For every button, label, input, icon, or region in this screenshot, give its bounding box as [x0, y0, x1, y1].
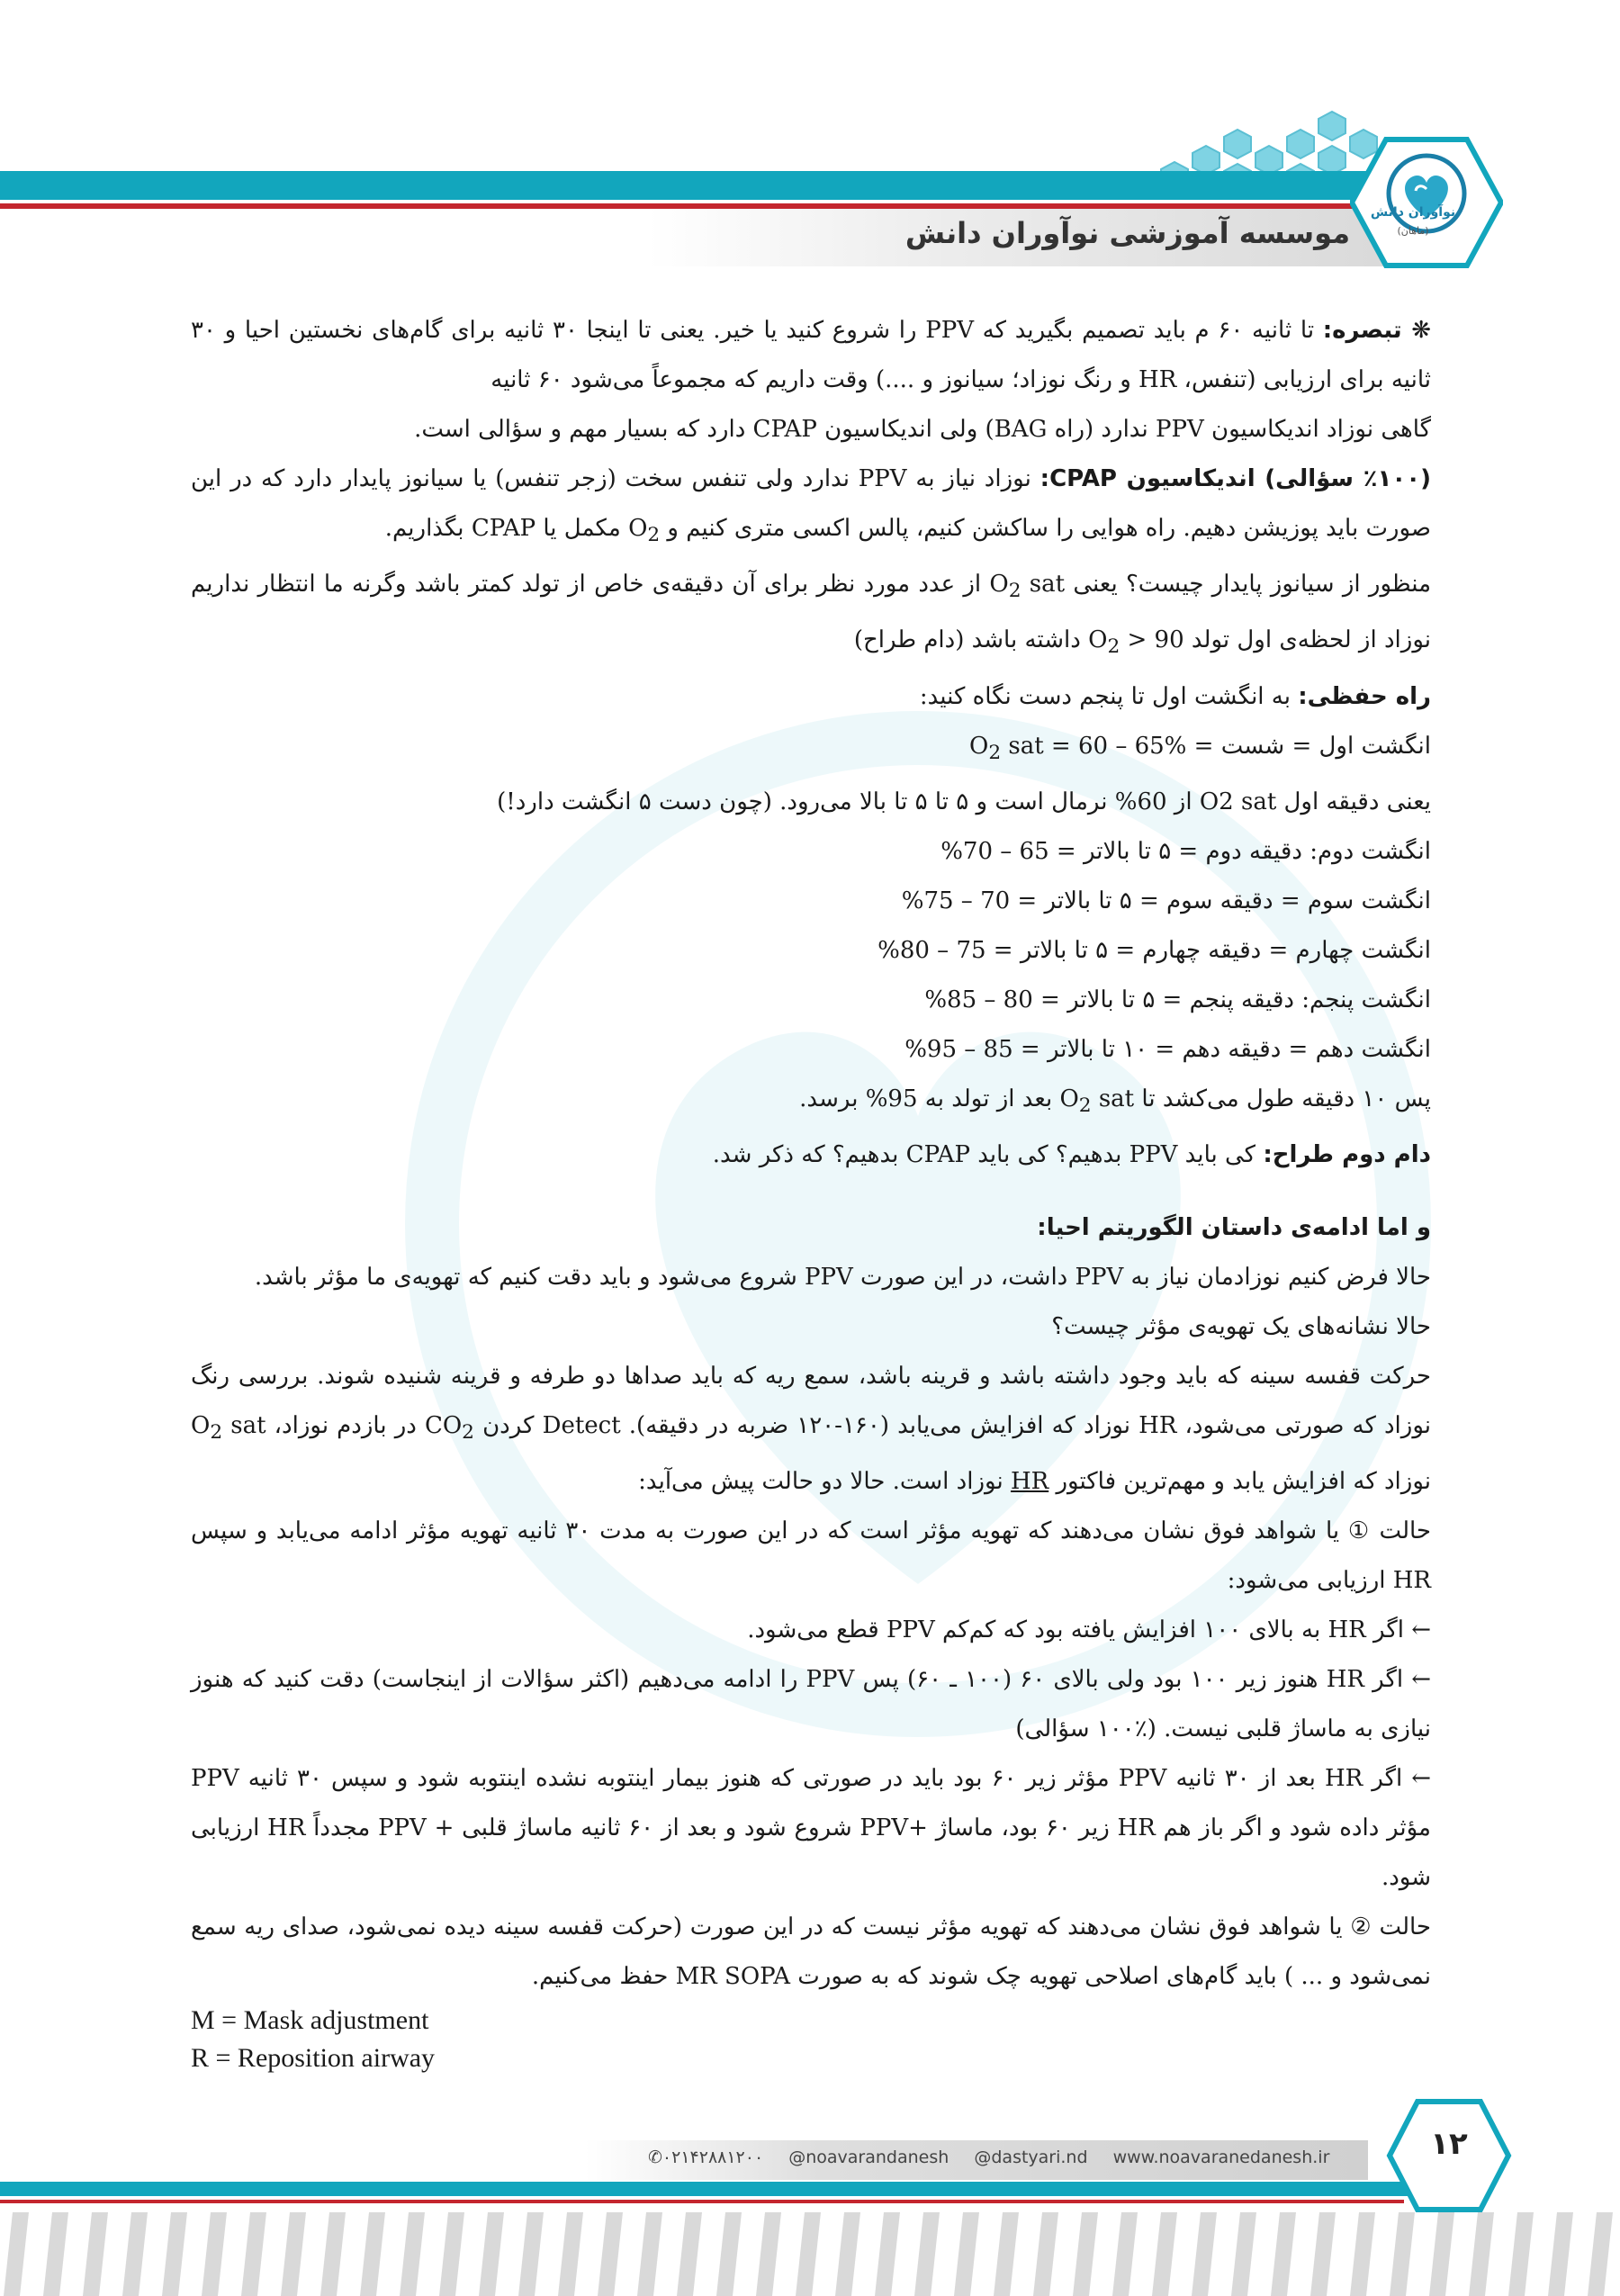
stripe	[43, 2212, 68, 2296]
state-1-paragraph: حالت ① یا شواهد فوق نشان می‌دهند که تهویه مؤثر است که در این صورت به مدت ۳۰ ثانیه تهویه مؤثر ادامه می‌یابد و سپس HR ارزیابی می‌شود:	[191, 1517, 1431, 1595]
stripe	[716, 2212, 742, 2296]
stripe	[835, 2212, 860, 2296]
mr-sopa-m-line: M = Mask adjustment	[191, 2005, 429, 2036]
finger-1-line: انگشت اول = شست = $O_2$ sat = 60 – 65%	[968, 732, 1431, 764]
effective-ventilation-question: حالا نشانه‌های یک تهویه‌ی مؤثر چیست؟	[1051, 1312, 1431, 1340]
footer-stripes	[0, 2212, 1620, 2296]
footer-telegram[interactable]: @noavarandanesh	[788, 2147, 950, 2167]
stripe	[1192, 2212, 1217, 2296]
stripe	[320, 2212, 346, 2296]
stripe	[1271, 2212, 1296, 2296]
stripe	[1508, 2212, 1534, 2296]
state-2-paragraph: حالت ② یا شواهد فوق نشان می‌دهند که تهویه مؤثر نیست که در این صورت (حرکت قفسه سینه دیده نمی‌شود، صدای ریه سمع نمی‌شود و ... ) باید گام‌های اصلاحی تهویه چک شوند که به صورت MR SOPA حفظ می‌کنیم.	[191, 1913, 1431, 1991]
hr-above-100-line: ← اگر HR به بالای ۱۰۰ افزایش یافته بود که کم‌کم PPV قطع می‌شود.	[747, 1616, 1431, 1644]
stripe	[122, 2212, 148, 2296]
stripe	[202, 2212, 227, 2296]
finger-2-line: انگشت دوم: دقیقه دوم = ۵ تا بالاتر = 65 – 70%	[940, 837, 1431, 865]
stripe	[83, 2212, 108, 2296]
institute-name: موسسه آموزشی نوآوران دانش	[904, 216, 1350, 250]
o2-sat-summary-line: پس ۱۰ دقیقه طول می‌کشد تا $O_2$ sat بعد از تولد به 95% برسد.	[799, 1085, 1431, 1117]
stripe	[994, 2212, 1019, 2296]
stripe	[439, 2212, 464, 2296]
finger-3-line: انگشت سوم = دقیقه سوم = ۵ تا بالاتر = 70 – 75%	[901, 887, 1431, 914]
stripe	[1429, 2212, 1454, 2296]
persistent-cyanosis-paragraph: منظور از سیانوز پایدار چیست؟ یعنی $O_2$ sat از عدد مورد نظر برای آن دقیقه‌ی خاص از تولد کمتر باشد وگرنه ما انتظار نداریم نوزاد از لحظه‌ی اول تولد $O_2 > 90$ داشته باشد (دام طراح)	[191, 571, 1431, 659]
stripe	[637, 2212, 662, 2296]
stripe	[1310, 2212, 1336, 2296]
cpap-intro-paragraph: گاهی نوزاد اندیکاسیون PPV ندارد (راه BAG) ولی اندیکاسیون CPAP دارد که بسیار مهم و سؤالی است.	[414, 416, 1431, 443]
stripe	[796, 2212, 821, 2296]
finger-4-line: انگشت چهارم = دقیقه چهارم = ۵ تا بالاتر = 75 – 80%	[878, 936, 1431, 964]
finger-5-line: انگشت پنجم: دقیقه پنجم = ۵ تا بالاتر = 80 – 85%	[924, 986, 1431, 1013]
cpap-indication-paragraph: (٪۱۰۰ سؤالی) اندیکاسیون CPAP: نوزاد نیاز به PPV ندارد ولی تنفس سخت (زجر تنفس) یا سیانوز پایدار دارد که در این صورت باید پوزیشن دهیم. راه هوایی را ساکشن کنیم، پالس اکسی متری کنیم و $O_2$ مکمل یا CPAP بگذاریم.	[191, 465, 1431, 547]
stripe	[162, 2212, 187, 2296]
stripe	[281, 2212, 306, 2296]
stripe	[400, 2212, 425, 2296]
footer-instagram[interactable]: @dastyari.nd	[974, 2147, 1088, 2167]
header-teal-band	[0, 171, 1449, 200]
note-paragraph: ❋ تبصره: تا ثانیه ۶۰ م باید تصمیم بگیرید که PPV را شروع کنید یا خیر. یعنی تا اینجا ۳۰ ثانیه برای گام‌های نخستین احیا و ۳۰ ثانیه برای ارزیابی (تنفس، HR و رنگ نوزاد؛ سیانوز و ....) وقت داریم که مجموعاً می‌شود ۶۰ ثانیه	[191, 317, 1431, 393]
mnemonic-heading: راه حفظی: به انگشت اول تا پنجم دست نگاه کنید:	[919, 682, 1431, 710]
footer-contacts	[648, 2147, 1350, 2167]
stripe	[518, 2212, 544, 2296]
stripe	[677, 2212, 702, 2296]
stripe	[1152, 2212, 1177, 2296]
stripe	[914, 2212, 940, 2296]
mr-sopa-r-line: R = Reposition airway	[191, 2043, 436, 2074]
stripe	[1073, 2212, 1098, 2296]
stripe	[1548, 2212, 1573, 2296]
logo-subtext: (ماهان)	[1397, 225, 1429, 237]
footer-red-line	[0, 2200, 1404, 2203]
hr-60-100-paragraph: ← اگر HR هنوز زیر ۱۰۰ بود ولی بالای ۶۰ (۱۰۰ ـ ۶۰) پس PPV را ادامه می‌دهیم (اکثر سؤالات از اینجاست) دقت کنید که هنوز نیازی به ماساژ قلبی نیست. (٪۱۰۰ سؤالی)	[191, 1666, 1431, 1743]
footer-website[interactable]: www.noavaranedanesh.ir	[1112, 2147, 1330, 2167]
algorithm-heading: و اما ادامه‌ی داستان الگوریتم احیا:	[1037, 1213, 1431, 1241]
stripe	[479, 2212, 504, 2296]
logo-text: نوآوران دانش	[1370, 205, 1456, 220]
minute-1-line: یعنی دقیقه اول O2 sat از 60% نرمال است و ۵ تا ۵ تا بالا می‌رود. (چون دست ۵ انگشت دارد!)	[497, 788, 1431, 815]
stripe	[954, 2212, 979, 2296]
footer-teal-band	[0, 2182, 1440, 2196]
hr-below-60-paragraph: ← اگر HR بعد از ۳۰ ثانیه PPV مؤثر زیر ۶۰ بود باید در صورتی که هنوز بیمار اینتوبه نشده اینتوبه شود و سپس ۳۰ ثانیه PPV مؤثر داده شود و اگر باز هم HR زیر ۶۰ بود، ماساژ +PPV شروع شود و بعد از ۶۰ ثانیه ماساژ قلبی + PPV مجدداً HR ارزیابی شود.	[191, 1765, 1431, 1892]
document-body	[191, 306, 1431, 2077]
page-number: ۱۲	[1430, 2126, 1468, 2162]
footer-phone: ✆۰۲۱۴۲۸۸۱۲۰۰	[648, 2147, 764, 2167]
stripe	[1588, 2212, 1613, 2296]
stripe	[1112, 2212, 1138, 2296]
institute-logo-icon	[1350, 135, 1503, 270]
stripe	[756, 2212, 781, 2296]
stripe	[1033, 2212, 1058, 2296]
stripe	[1469, 2212, 1494, 2296]
stripe	[875, 2212, 900, 2296]
stripe	[4, 2212, 29, 2296]
stripe	[360, 2212, 385, 2296]
stripe	[558, 2212, 583, 2296]
effective-ventilation-signs: حرکت قفسه سینه که باید وجود داشته باشد و قرینه باشد، سمع ریه که باید صداها دو طرفه و قرینه شنیده شوند. بررسی رنگ نوزاد که صورتی می‌شود، HR نوزاد که افزایش می‌یابد (۱۶۰-۱۲۰ ضربه در دقیقه). Detect کردن $CO_2$ در بازدم نوزاد، $O_2$ sat نوزاد که افزایش یابد و مهم‌ترین فاکتور HR نوزاد است. حالا دو حالت پیش می‌آید:	[191, 1362, 1431, 1496]
stripe	[1350, 2212, 1375, 2296]
stripe	[1390, 2212, 1415, 2296]
stripe	[241, 2212, 266, 2296]
stripe	[1231, 2212, 1256, 2296]
ppv-start-paragraph: حالا فرض کنیم نوزادمان نیاز به PPV داشت، در این صورت PPV شروع می‌شود و باید دقت کنیم که تهویه‌ی ما مؤثر باشد.	[254, 1263, 1431, 1291]
finger-10-line: انگشت دهم = دقیقه دهم = ۱۰ تا بالاتر = 85 – 95%	[904, 1035, 1431, 1063]
stripe	[598, 2212, 623, 2296]
second-trap-paragraph: دام دوم طراح: کی باید PPV بدهیم؟ کی باید CPAP بدهیم؟ که ذکر شد.	[712, 1140, 1431, 1168]
